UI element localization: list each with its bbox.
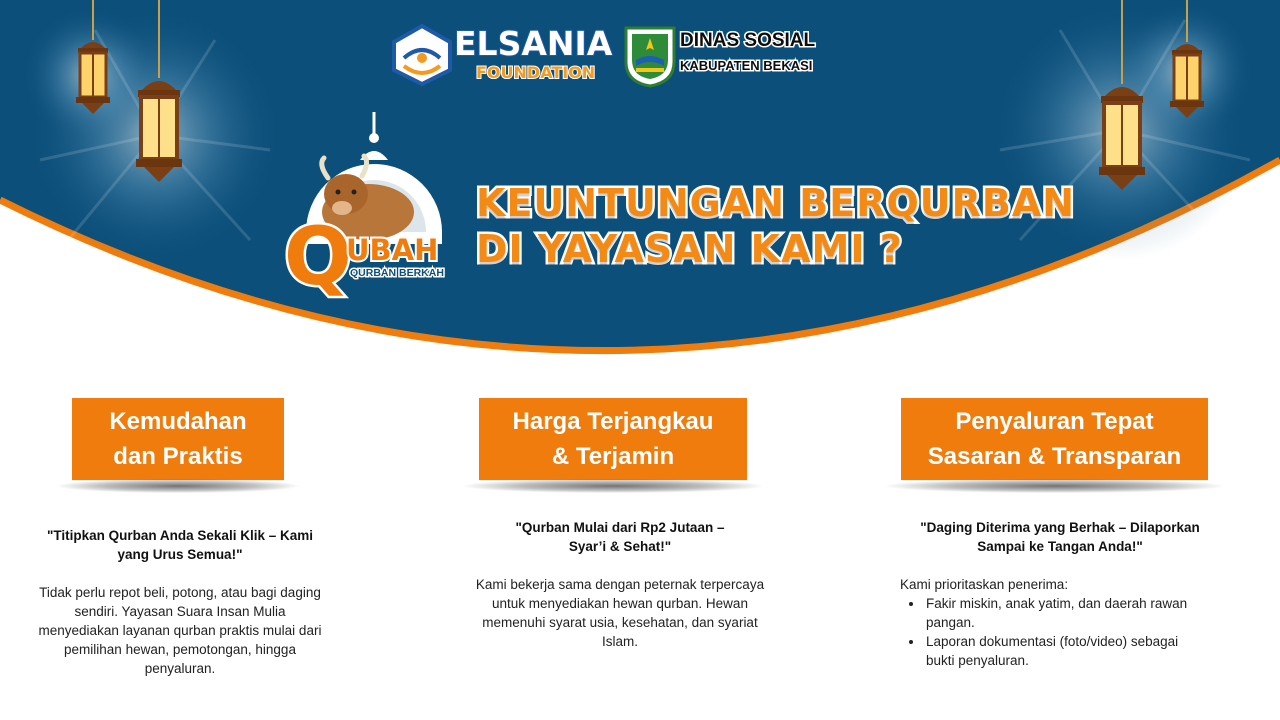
- card-title-harga: [479, 398, 747, 480]
- dinas-sosial-logo: [622, 24, 832, 90]
- qubah-word: UBAH: [346, 233, 439, 267]
- desc-line: Tidak perlu repot beli, potong, atau bagi daging: [39, 585, 321, 600]
- card-quote: [900, 518, 1220, 556]
- card-title-line: Kemudahan: [109, 408, 247, 435]
- desc-line: Islam.: [601, 634, 638, 649]
- card-body-kemudahan: [20, 526, 340, 678]
- list-item: [924, 594, 1220, 632]
- card-description: [458, 575, 782, 651]
- lantern-icon: [66, 0, 120, 120]
- priority-list: [924, 594, 1220, 670]
- card-title-line: Penyaluran Tepat: [955, 408, 1154, 435]
- elsania-subtitle: FOUNDATION: [476, 63, 596, 82]
- list-item-line: • Laporan dokumentasi (foto/video) sebagai: [926, 634, 1179, 649]
- quote-line: Sampai ke Tangan Anda!": [977, 539, 1143, 554]
- list-item-line: pangan.: [926, 615, 975, 630]
- lantern-icon: [1160, 0, 1214, 125]
- headline-line-1: KEUNTUNGAN BERQURBAN: [476, 181, 1076, 225]
- card-quote: [20, 526, 340, 564]
- desc-line: untuk menyediakan hewan qurban. Hewan: [492, 596, 748, 611]
- lantern-icon: [124, 0, 194, 190]
- list-item-line: • Fakir miskin, anak yatim, dan daerah rawan: [926, 596, 1188, 611]
- card-description: [20, 583, 340, 678]
- card-body-penyaluran: [900, 518, 1220, 670]
- card-quote: [458, 518, 782, 556]
- elsania-logo: [390, 22, 620, 88]
- card-title-kemudahan: [72, 398, 284, 480]
- desc-line: memenuhi syarat usia, kesehatan, dan syariat: [482, 615, 758, 630]
- desc-line: sendiri. Yayasan Suara Insan Mulia: [74, 604, 286, 619]
- quote-line: Syar’i & Sehat!": [568, 539, 672, 554]
- desc-line: menyediakan layanan qurban praktis mulai dari: [38, 623, 322, 638]
- desc-line: penyaluran.: [144, 661, 216, 676]
- card-title-penyaluran: [901, 398, 1208, 480]
- card-title-line: & Terjamin: [551, 443, 675, 470]
- card-title-line: Sasaran & Transparan: [927, 443, 1182, 470]
- quote-line: "Qurban Mulai dari Rp2 Jutaan –: [515, 520, 725, 535]
- card-intro: Kami prioritaskan penerima:: [900, 577, 1069, 592]
- list-item: [924, 632, 1220, 670]
- list-item-line: bukti penyaluran.: [926, 653, 1029, 668]
- desc-line: pemilihan hewan, pemotongan, hingga: [64, 642, 296, 657]
- card-title-line: dan Praktis: [113, 443, 243, 470]
- headline-line-2: DI YAYASAN KAMI ?: [476, 227, 903, 271]
- elsania-emblem-icon: [390, 24, 454, 86]
- qubah-tagline: QURBAN BERKAH: [350, 267, 444, 279]
- elsania-name: ELSANIA: [454, 24, 613, 63]
- kabupaten-bekasi-crest-icon: [622, 24, 678, 88]
- quote-line: "Titipkan Qurban Anda Sekali Klik – Kami: [47, 528, 313, 543]
- headline: [476, 180, 1096, 272]
- qubah-letter: Q: [284, 210, 353, 300]
- dinas-sosial-subtitle: KABUPATEN BEKASI: [680, 58, 813, 73]
- qubah-logo: [282, 112, 458, 300]
- card-title-shadow: [464, 479, 762, 493]
- quote-line: "Daging Diterima yang Berhak – Dilaporkan: [920, 520, 1200, 535]
- dinas-sosial-name: DINAS SOSIAL: [680, 30, 816, 51]
- card-title-line: Harga Terjangkau: [512, 408, 714, 435]
- card-title-shadow: [58, 479, 298, 493]
- card-body-harga: [458, 518, 782, 651]
- quote-line: yang Urus Semua!": [117, 547, 243, 562]
- lantern-icon: [1087, 0, 1157, 200]
- desc-line: Kami bekerja sama dengan peternak terpercaya: [475, 577, 765, 592]
- card-title-shadow: [886, 479, 1223, 493]
